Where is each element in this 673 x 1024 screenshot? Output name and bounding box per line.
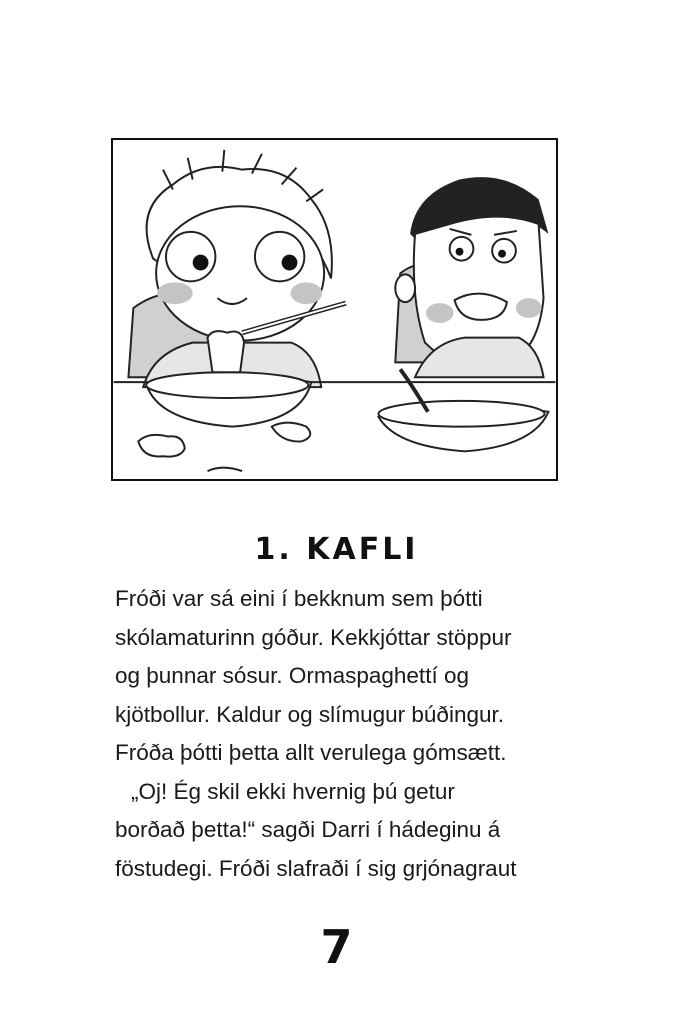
page-number: 7 (320, 920, 353, 974)
text-line-indented: „Oj! Ég skil ekki hvernig þú getur (131, 778, 455, 804)
body-text (115, 580, 575, 888)
text-line: skólamaturinn góður. Kekkjóttar stöppur (115, 624, 512, 650)
chapter-title: 1. KAFLI (254, 532, 419, 567)
text-line: kjötbollur. Kaldur og slímugur búðingur. (115, 701, 504, 727)
text-line: Fróða þótti þetta allt verulega gómsætt. (115, 740, 507, 765)
text-line: og þunnar sósur. Ormaspaghettí og (115, 663, 469, 688)
illustration-two-boys-eating (113, 140, 556, 479)
text-line: Fróði var sá eini í bekknum sem þótti (115, 586, 483, 611)
text-line: borðað þetta!“ sagði Darri í hádeginu á (115, 817, 501, 842)
text-line: föstudegi. Fróði slafraði í sig grjónagraut (115, 855, 517, 881)
chapter-illustration (111, 138, 558, 481)
